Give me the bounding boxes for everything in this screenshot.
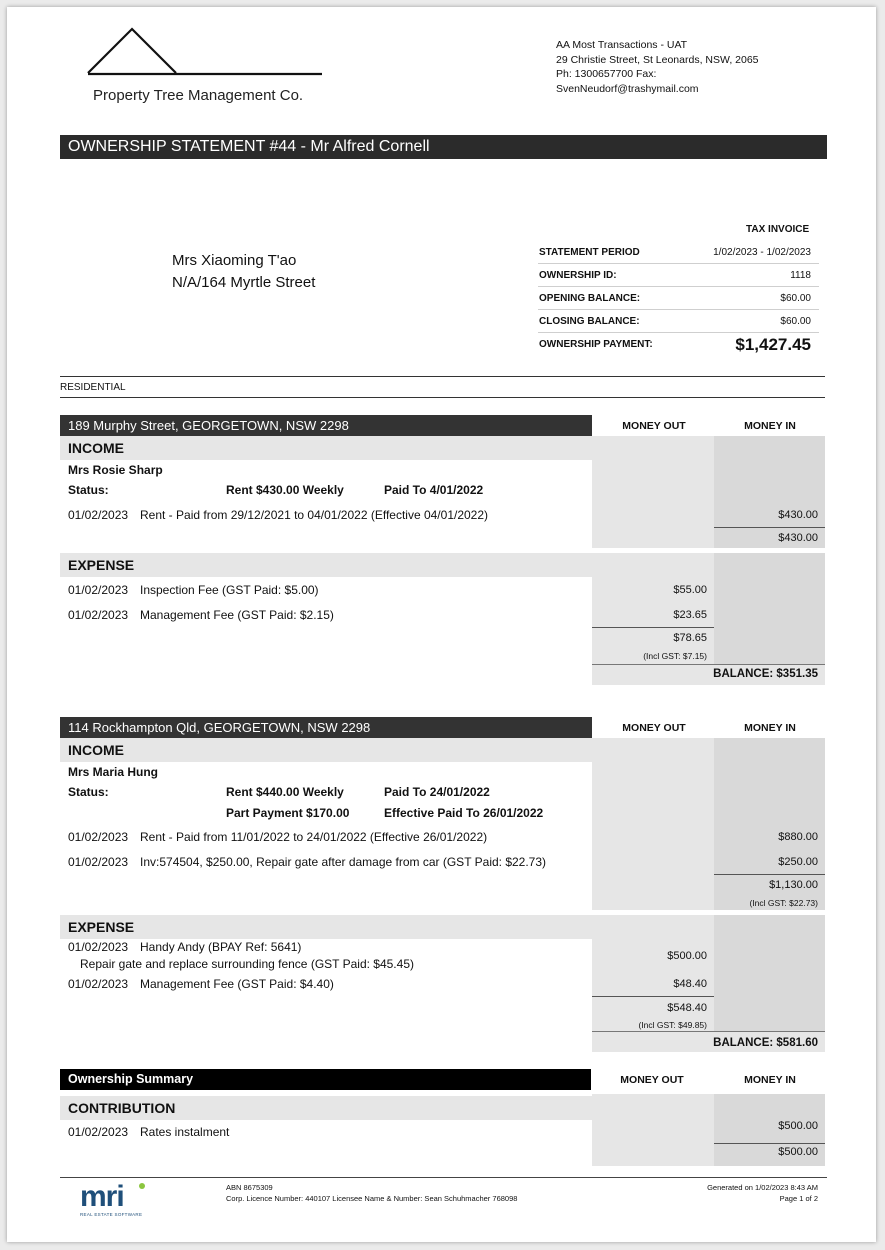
balance-rule [592, 1031, 825, 1032]
money-out-amount: $23.65 [673, 609, 707, 621]
transaction-date: 01/02/2023 [68, 977, 129, 991]
summary-label: OPENING BALANCE: [539, 293, 641, 304]
agency-line: Ph: 1300657700 Fax: [556, 68, 657, 80]
money-in-amount: $880.00 [778, 831, 818, 843]
money-in-amount: $250.00 [778, 856, 818, 868]
transaction-description: Rates instalment [140, 1125, 230, 1139]
transaction-date: 01/02/2023 [68, 940, 129, 954]
transaction-date: 01/02/2023 [68, 583, 129, 597]
property-balance: BALANCE: $581.60 [713, 1037, 818, 1049]
effective-paid-to: Effective Paid To 26/01/2022 [384, 806, 544, 820]
transaction-date: 01/02/2023 [68, 830, 129, 844]
income-heading: INCOME [60, 738, 592, 762]
income-heading: INCOME [60, 436, 592, 460]
money-out-header: MONEY OUT [622, 420, 686, 432]
summary-row [538, 310, 819, 333]
summary-label: OWNERSHIP PAYMENT: [539, 339, 653, 350]
section-label: RESIDENTIAL [60, 382, 126, 393]
recipient-name: Mrs Xiaoming T'ao [172, 252, 297, 269]
mri-brand: mri [80, 1180, 124, 1213]
summary-label: OWNERSHIP ID: [539, 270, 617, 281]
tenant-name: Mrs Maria Hung [68, 765, 159, 779]
summary-row [538, 333, 819, 357]
abn: ABN 8675309 [226, 1183, 273, 1192]
summary-label: STATEMENT PERIOD [539, 247, 640, 258]
summary-value: $60.00 [780, 293, 811, 304]
expense-total: $78.65 [673, 632, 707, 644]
total-rule [714, 1143, 825, 1144]
property-balance: BALANCE: $351.35 [713, 668, 818, 680]
expense-gst: (Incl GST: $49.85) [638, 1020, 707, 1030]
statement-page [7, 7, 876, 1242]
money-in-header: MONEY IN [744, 420, 796, 432]
agency-line: SvenNeudorf@trashymail.com [556, 82, 699, 95]
tax-invoice-label: TAX INVOICE [746, 224, 810, 235]
status-label: Status: [68, 785, 109, 799]
rent-info: Rent $430.00 Weekly [226, 483, 344, 497]
money-in-amount: $500.00 [778, 1120, 818, 1132]
footer-divider [60, 1177, 827, 1178]
money-in-header: MONEY IN [744, 1074, 796, 1086]
rent-info: Rent $440.00 Weekly [226, 785, 344, 799]
mri-dot-icon [139, 1183, 145, 1189]
contribution-total: $500.00 [778, 1146, 818, 1158]
agency-line: 29 Christie Street, St Leonards, NSW, 2065 [556, 53, 759, 66]
transaction-description: Rent - Paid from 29/12/2021 to 04/01/2022 (Effective 04/01/2022) [140, 508, 489, 522]
income-total: $430.00 [778, 532, 818, 544]
generated-timestamp: Generated on 1/02/2023 8:43 AM [707, 1183, 818, 1192]
mri-logo [80, 1180, 150, 1219]
tenant-name: Mrs Rosie Sharp [68, 463, 163, 477]
ownership-summary-title: Ownership Summary [60, 1069, 591, 1090]
income-gst: (Incl GST: $22.73) [749, 898, 818, 908]
total-rule [592, 996, 714, 997]
summary-value: 1118 [790, 270, 811, 281]
column-shade [714, 553, 825, 665]
summary-row [538, 287, 819, 310]
money-out-amount: $500.00 [667, 950, 707, 962]
summary-row [538, 241, 819, 264]
expense-total: $548.40 [667, 1002, 707, 1014]
recipient [172, 250, 315, 294]
column-shade [714, 915, 825, 1032]
money-out-amount: $48.40 [673, 978, 707, 990]
money-out-amount: $55.00 [673, 584, 707, 596]
summary-label: CLOSING BALANCE: [539, 316, 640, 327]
transaction-description: Management Fee (GST Paid: $2.15) [140, 608, 334, 622]
transaction-description: Inv:574504, $250.00, Repair gate after damage from car (GST Paid: $22.73) [140, 855, 547, 869]
summary-value: 1/02/2023 - 1/02/2023 [713, 247, 811, 258]
transaction-date: 01/02/2023 [68, 508, 129, 522]
agency-details [556, 38, 759, 96]
statement-title: OWNERSHIP STATEMENT #44 - Mr Alfred Cornell [60, 135, 827, 159]
house-roof-logo-icon [85, 27, 325, 79]
expense-heading: EXPENSE [60, 553, 592, 577]
transaction-date: 01/02/2023 [68, 855, 129, 869]
summary-row [538, 264, 819, 287]
total-rule [592, 627, 714, 628]
summary-value: $60.00 [780, 316, 811, 327]
paid-to: Paid To 4/01/2022 [384, 483, 484, 497]
footer-generation-info [707, 1182, 818, 1204]
footer-company-info [226, 1182, 517, 1204]
transaction-description-detail: Repair gate and replace surrounding fence (GST Paid: $45.45) [80, 957, 414, 971]
page-number: Page 1 of 2 [779, 1194, 818, 1203]
divider [60, 397, 825, 398]
transaction-description: Handy Andy (BPAY Ref: 5641) [140, 940, 302, 954]
ownership-payment-value: $1,427.45 [735, 335, 811, 354]
company-name: Property Tree Management Co. [93, 87, 304, 104]
status-label: Status: [68, 483, 109, 497]
licence-info: Corp. Licence Number: 440107 Licensee Name & Number: Sean Schuhmacher 768098 [226, 1194, 518, 1203]
money-out-header: MONEY OUT [620, 1074, 684, 1086]
transaction-date: 01/02/2023 [68, 1125, 129, 1139]
property-address: 114 Rockhampton Qld, GEORGETOWN, NSW 2298 [60, 717, 592, 738]
contribution-heading: CONTRIBUTION [60, 1096, 592, 1120]
transaction-description: Rent - Paid from 11/01/2022 to 24/01/2022 (Effective 26/01/2022) [140, 830, 488, 844]
money-in-header: MONEY IN [744, 722, 796, 734]
mri-tagline: REAL ESTATE SOFTWARE [80, 1212, 143, 1217]
transaction-description: Inspection Fee (GST Paid: $5.00) [140, 583, 319, 597]
agency-line: AA Most Transactions - UAT [556, 39, 688, 51]
income-total: $1,130.00 [769, 879, 818, 891]
paid-to: Paid To 24/01/2022 [384, 785, 490, 799]
part-payment: Part Payment $170.00 [226, 806, 350, 820]
total-rule [714, 527, 825, 528]
balance-rule [592, 664, 825, 665]
divider [60, 376, 825, 377]
money-out-header: MONEY OUT [622, 722, 686, 734]
expense-heading: EXPENSE [60, 915, 592, 939]
expense-gst: (Incl GST: $7.15) [643, 651, 707, 661]
property-address: 189 Murphy Street, GEORGETOWN, NSW 2298 [60, 415, 592, 436]
total-rule [714, 874, 825, 875]
recipient-address: N/A/164 Myrtle Street [172, 274, 316, 291]
transaction-date: 01/02/2023 [68, 608, 129, 622]
money-in-amount: $430.00 [778, 509, 818, 521]
transaction-description: Management Fee (GST Paid: $4.40) [140, 977, 334, 991]
